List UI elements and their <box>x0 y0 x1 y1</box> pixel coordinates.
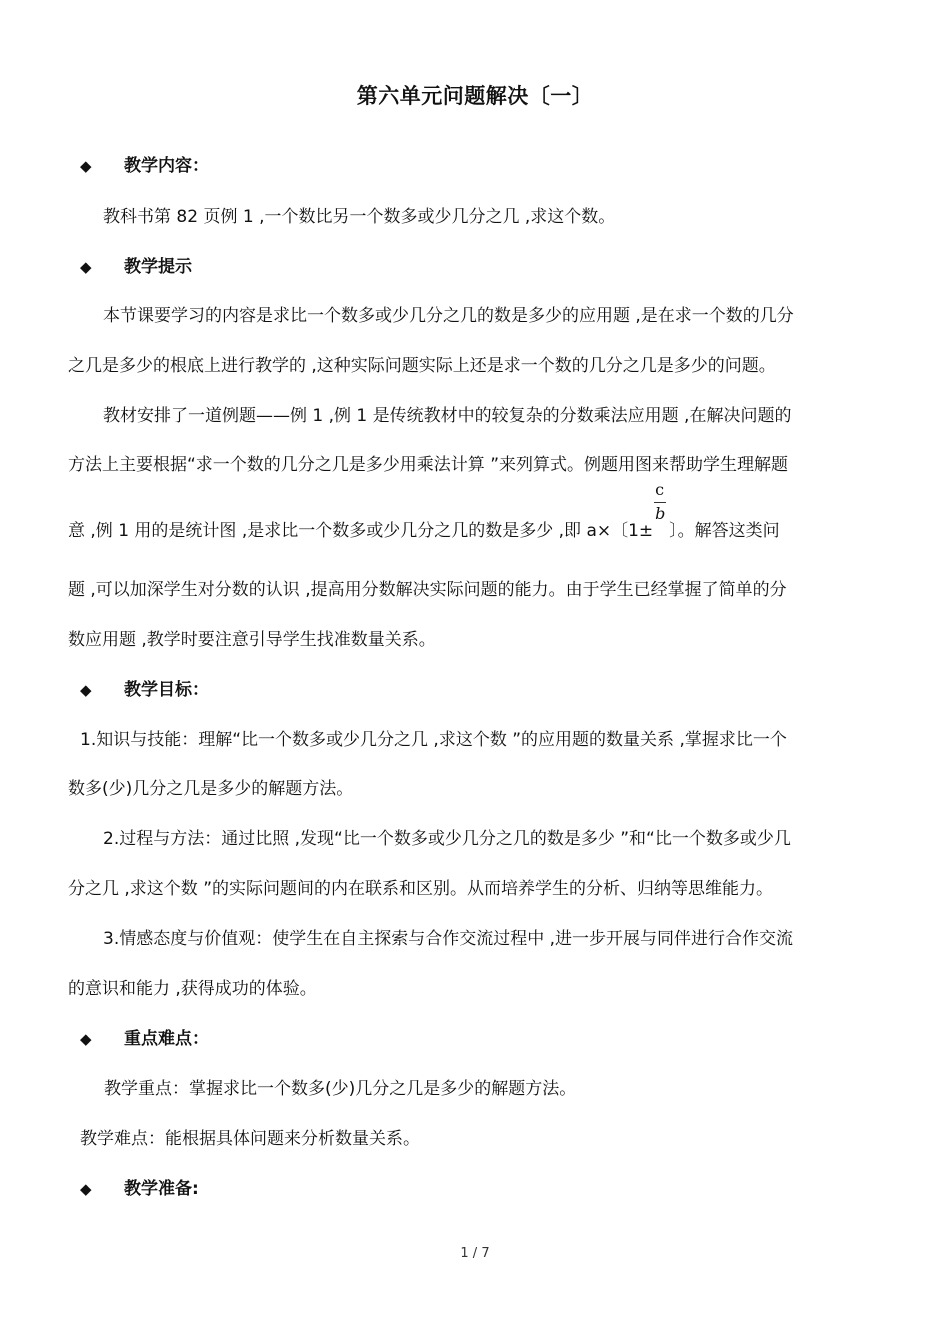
heading-text: 重点难点： <box>124 1029 209 1049</box>
paragraph-line: 题 ,可以加深学生对分数的认识 ,提高用分数解决实际问题的能力。由于学生已经掌握了简单的分 <box>68 580 787 600</box>
formula-text-before: 意 ,例 1 用的是统计图 ,是求比一个数多或少几分之几的数是多少 ,即 a×〔1± <box>68 521 654 541</box>
paragraph-line: 教科书第 82 页例 1 ,一个数比另一个数多或少几分之几 ,求这个数。 <box>103 207 616 227</box>
diamond-bullet-icon: ◆ <box>80 681 92 699</box>
paragraph-line: 教学难点：能根据具体问题来分析数量关系。 <box>80 1129 420 1149</box>
section-heading-content <box>80 151 209 176</box>
diamond-bullet-icon: ◆ <box>80 157 92 175</box>
heading-text: 教学内容： <box>124 156 209 176</box>
paragraph-line: 的意识和能力 ,获得成功的体验。 <box>68 979 317 999</box>
paragraph-line: 数应用题 ,教学时要注意引导学生找准数量关系。 <box>68 630 436 650</box>
paragraph-line: 数多(少)几分之几是多少的解题方法。 <box>68 779 354 799</box>
diamond-bullet-icon: ◆ <box>80 258 92 276</box>
fraction-denominator: b <box>655 504 666 523</box>
paragraph-line: 教学重点：掌握求比一个数多(少)几分之几是多少的解题方法。 <box>104 1079 577 1099</box>
paragraph-line: 之几是多少的根底上进行教学的 ,这种实际问题实际上还是求一个数的几分之几是多少的问题。 <box>68 356 776 376</box>
paragraph-line: 本节课要学习的内容是求比一个数多或少几分之几的数是多少的应用题 ,是在求一个数的几分 <box>103 306 794 326</box>
fraction-bar <box>654 502 666 503</box>
fraction-numerator: c <box>655 480 665 499</box>
formula-text-after: 〕。解答这类问 <box>669 521 780 541</box>
paragraph-line: 1.知识与技能：理解“比一个数多或少几分之几 ,求这个数 ”的应用题的数量关系 ,掌握求比一个 <box>80 730 787 750</box>
page-number: 1 / 7 <box>460 1246 490 1261</box>
paragraph-line: 方法上主要根据“求一个数的几分之几是多少用乘法计算 ”来列算式。例题用图来帮助学生理解题 <box>68 455 789 475</box>
diamond-bullet-icon: ◆ <box>80 1030 92 1048</box>
heading-text: 教学提示 <box>124 257 192 277</box>
paragraph-line: 3.情感态度与价值观：使学生在自主探索与合作交流过程中 ,进一步开展与同伴进行合作交流 <box>103 929 794 949</box>
heading-text: 教学准备: <box>124 1179 199 1199</box>
diamond-bullet-icon: ◆ <box>80 1180 92 1198</box>
page-title: 第六单元问题解决〔一〕 <box>356 84 594 108</box>
section-heading-goals <box>80 675 209 700</box>
paragraph-line: 教材安排了一道例题——例 1 ,例 1 是传统教材中的较复杂的分数乘法应用题 ,在解决问题的 <box>103 406 792 426</box>
paragraph-line: 2.过程与方法：通过比照 ,发现“比一个数多或少几分之几的数是多少 ”和“比一个数多或少几 <box>103 829 791 849</box>
heading-text: 教学目标： <box>124 680 209 700</box>
fraction-c-over-b <box>653 480 669 536</box>
section-heading-keypoints <box>80 1024 209 1049</box>
section-heading-hints <box>80 252 192 277</box>
paragraph-line: 分之几 ,求这个数 ”的实际问题间的内在联系和区别。从而培养学生的分析、归纳等思维能力。 <box>68 879 774 899</box>
formula-line <box>68 480 780 541</box>
section-heading-prep <box>80 1174 199 1199</box>
